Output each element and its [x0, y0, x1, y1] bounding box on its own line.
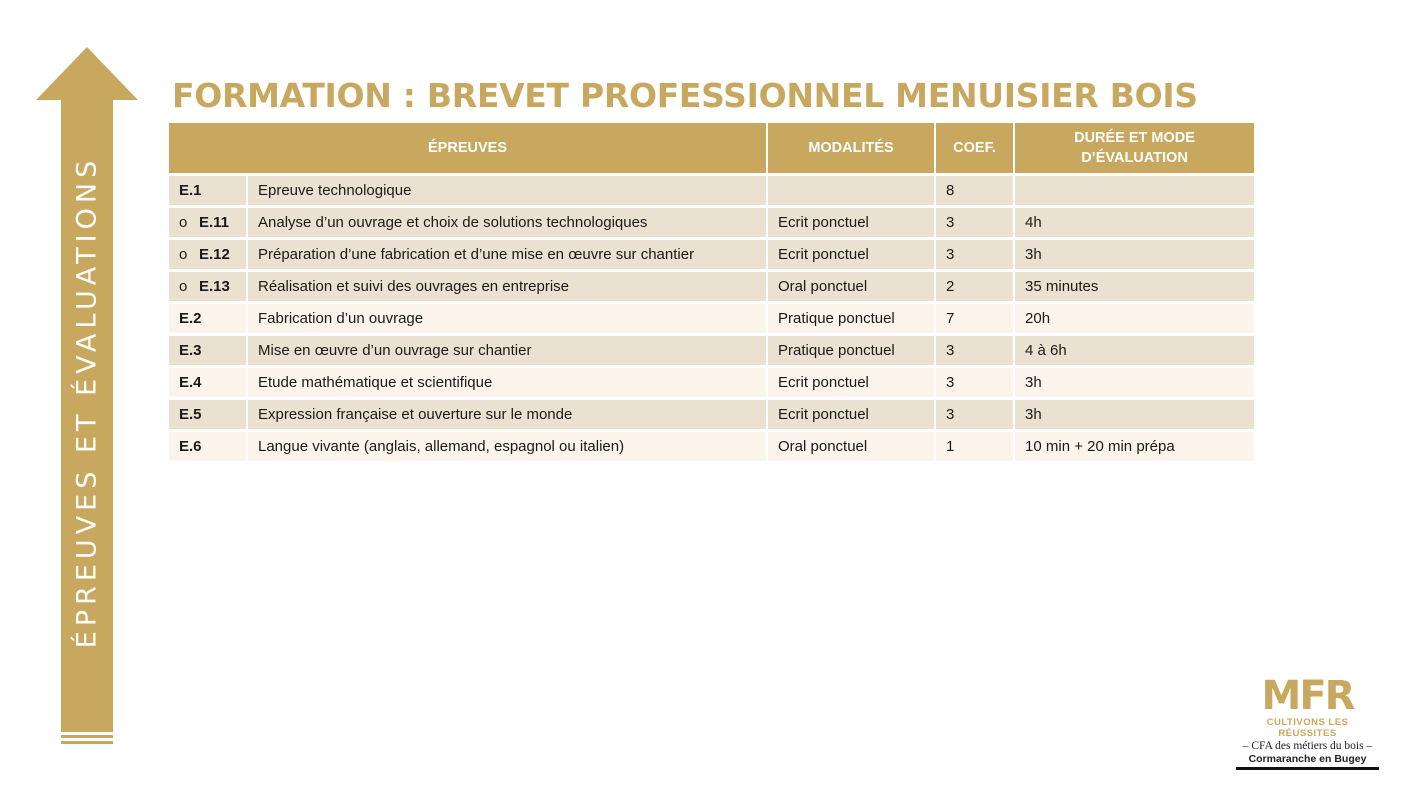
exam-modalite: Ecrit ponctuel	[767, 207, 935, 239]
bullet-icon: o	[179, 278, 188, 295]
exam-code-cell	[169, 367, 247, 399]
exam-modalite: Oral ponctuel	[767, 431, 935, 463]
exam-code: E.5	[179, 406, 202, 423]
exam-duree: 35 minutes	[1014, 271, 1254, 303]
exam-label: Mise en œuvre d’un ouvrage sur chantier	[247, 335, 767, 367]
exam-coef: 7	[935, 303, 1014, 335]
table-row	[169, 271, 1254, 303]
header-duree: DURÉE ET MODE D’ÉVALUATION	[1014, 123, 1254, 175]
table-row	[169, 207, 1254, 239]
table-row	[169, 335, 1254, 367]
exam-code: E.11	[199, 214, 230, 231]
mfr-logo	[1236, 673, 1379, 766]
exam-modalite: Pratique ponctuel	[767, 335, 935, 367]
exam-label: Langue vivante (anglais, allemand, espagnol ou italien)	[247, 431, 767, 463]
exam-coef: 1	[935, 431, 1014, 463]
exam-duree: 4 à 6h	[1014, 335, 1254, 367]
table-header-row	[169, 123, 1254, 175]
table-row	[169, 303, 1254, 335]
exam-code-cell	[169, 175, 247, 207]
exam-duree: 3h	[1014, 367, 1254, 399]
bullet-icon: o	[179, 246, 188, 263]
exam-coef: 3	[935, 207, 1014, 239]
table-row	[169, 239, 1254, 271]
exam-code-cell	[169, 207, 247, 239]
table-row	[169, 431, 1254, 463]
table-row	[169, 175, 1254, 207]
exam-code: E.2	[179, 310, 202, 327]
exam-duree	[1014, 175, 1254, 207]
arrow-base-line	[61, 741, 113, 744]
table-row	[169, 367, 1254, 399]
exam-code-cell	[169, 303, 247, 335]
exam-label: Réalisation et suivi des ouvrages en entreprise	[247, 271, 767, 303]
logo-town: Cormaranche en Bugey	[1236, 753, 1379, 770]
arrow-base-line	[61, 735, 113, 738]
exam-coef: 2	[935, 271, 1014, 303]
exam-coef: 3	[935, 239, 1014, 271]
table-row	[169, 399, 1254, 431]
exam-duree: 4h	[1014, 207, 1254, 239]
exam-modalite: Pratique ponctuel	[767, 303, 935, 335]
exam-modalite: Ecrit ponctuel	[767, 399, 935, 431]
exam-duree: 20h	[1014, 303, 1254, 335]
exams-table	[169, 123, 1254, 464]
exam-label: Préparation d’une fabrication et d’une mise en œuvre sur chantier	[247, 239, 767, 271]
exam-duree: 3h	[1014, 239, 1254, 271]
exam-duree: 10 min + 20 min prépa	[1014, 431, 1254, 463]
exam-label: Analyse d’un ouvrage et choix de solutions technologiques	[247, 207, 767, 239]
exam-code-cell	[169, 431, 247, 463]
exam-coef: 3	[935, 335, 1014, 367]
exam-code: E.13	[199, 278, 230, 295]
exam-code: E.1	[179, 182, 202, 199]
exam-code: E.3	[179, 342, 202, 359]
page-title: FORMATION : BREVET PROFESSIONNEL MENUISIER BOIS	[172, 76, 1198, 115]
exam-label: Epreuve technologique	[247, 175, 767, 207]
exam-code: E.12	[199, 246, 230, 263]
header-epreuves: ÉPREUVES	[169, 123, 767, 175]
header-coef: COEF.	[935, 123, 1014, 175]
exam-modalite: Ecrit ponctuel	[767, 239, 935, 271]
exam-code-cell	[169, 335, 247, 367]
exam-code: E.6	[179, 438, 202, 455]
logo-mark: MFR	[1261, 673, 1354, 719]
exam-coef: 8	[935, 175, 1014, 207]
exam-modalite	[767, 175, 935, 207]
exam-coef: 3	[935, 367, 1014, 399]
exam-code-cell	[169, 399, 247, 431]
header-modalites: MODALITÉS	[767, 123, 935, 175]
bullet-icon: o	[179, 214, 188, 231]
exam-label: Fabrication d’un ouvrage	[247, 303, 767, 335]
logo-subtitle: – CFA des métiers du bois –	[1242, 740, 1373, 752]
exam-label: Etude mathématique et scientifique	[247, 367, 767, 399]
exam-label: Expression française et ouverture sur le monde	[247, 399, 767, 431]
logo-tagline: CULTIVONS LES RÉUSSITES	[1266, 717, 1349, 739]
exam-code: E.4	[179, 374, 202, 391]
exam-modalite: Ecrit ponctuel	[767, 367, 935, 399]
exam-code-cell	[169, 239, 247, 271]
exam-duree: 3h	[1014, 399, 1254, 431]
exam-modalite: Oral ponctuel	[767, 271, 935, 303]
exam-code-cell	[169, 271, 247, 303]
side-label: ÉPREUVES ET ÉVALUATIONS	[71, 155, 103, 649]
arrow-head	[36, 47, 138, 100]
exam-coef: 3	[935, 399, 1014, 431]
